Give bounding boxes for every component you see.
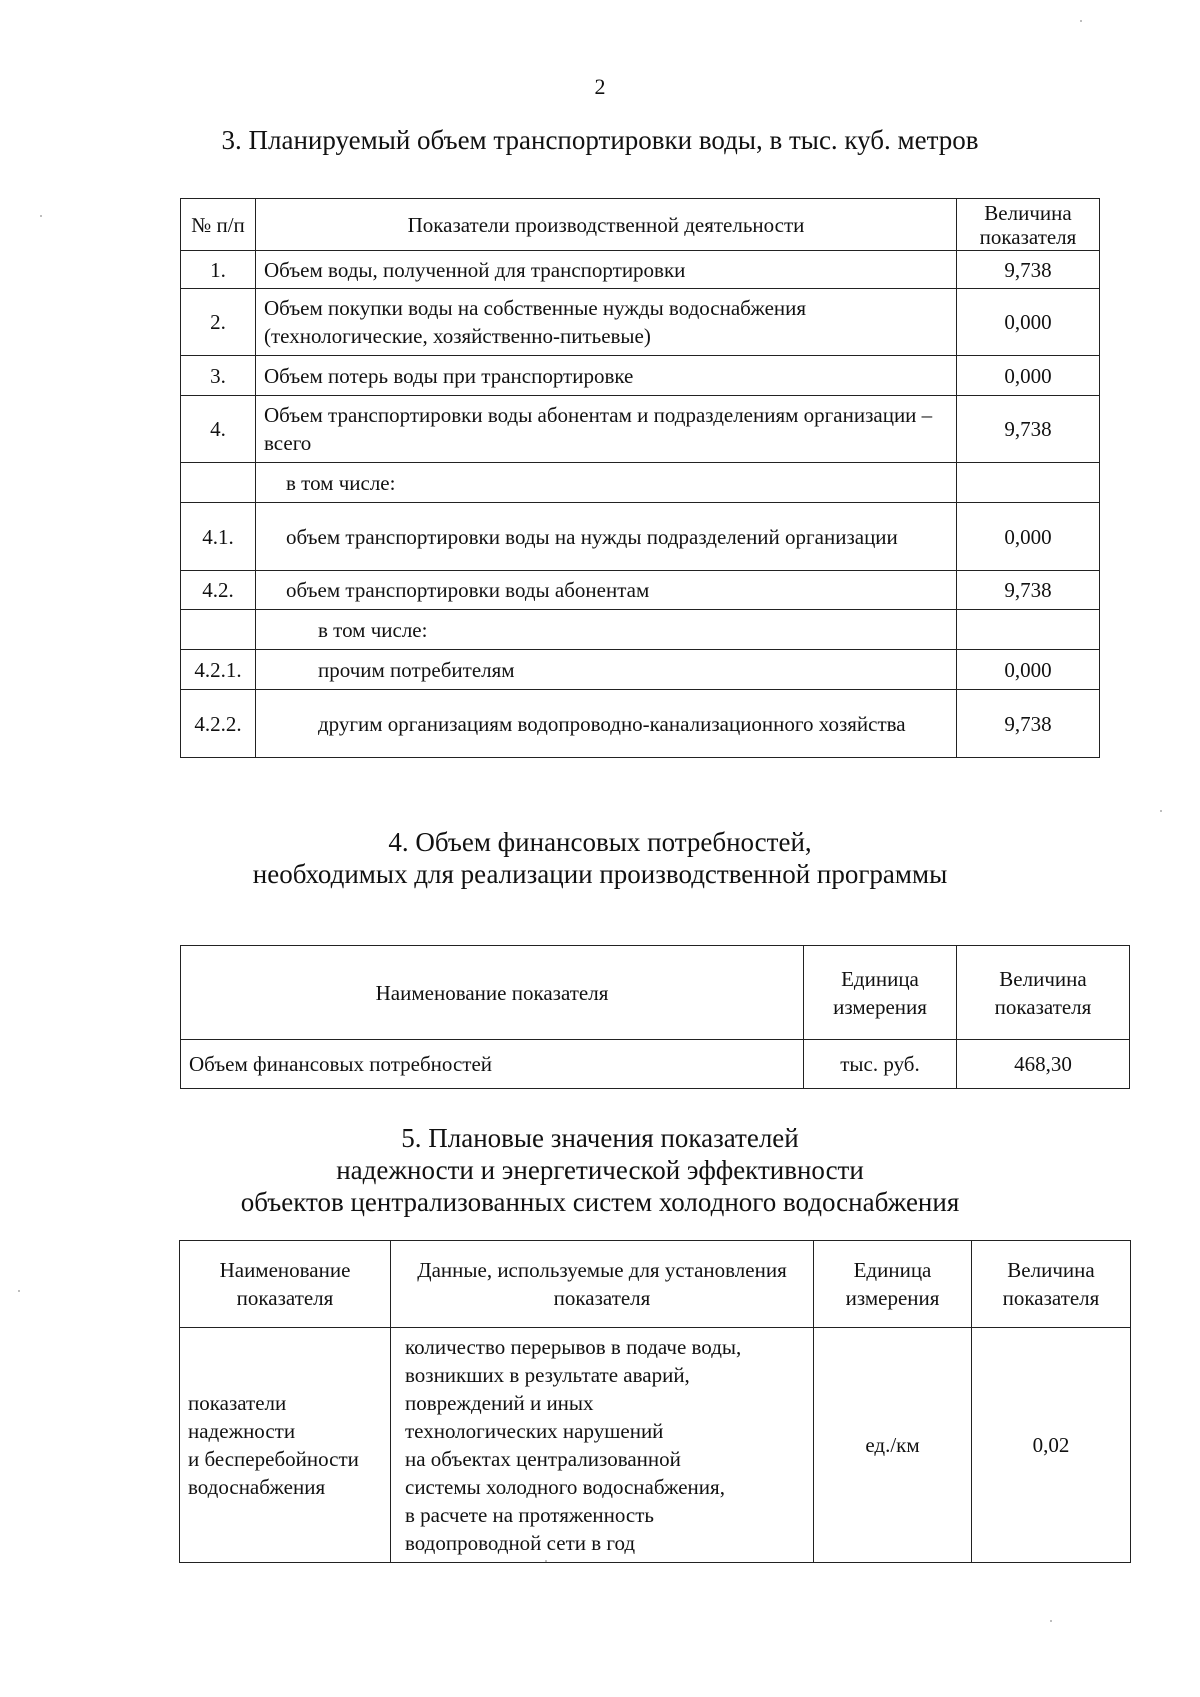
table-row xyxy=(181,503,1100,571)
table-header-row xyxy=(181,199,1100,251)
row-num: 2. xyxy=(181,289,256,356)
row-value: 9,738 xyxy=(957,571,1100,610)
row-unit: тыс. руб. xyxy=(804,1040,957,1089)
header-unit: Единица измерения xyxy=(804,946,957,1040)
scan-speck xyxy=(545,1560,547,1562)
header-num: № п/п xyxy=(181,199,256,251)
row-num: 4.2. xyxy=(181,571,256,610)
row-value: 9,738 xyxy=(957,396,1100,463)
row-value xyxy=(957,463,1100,503)
scan-speck xyxy=(1080,20,1082,22)
header-data: Данные, используемые для установления показателя xyxy=(391,1241,814,1328)
row-label: Объем покупки воды на собственные нужды водоснабжения (технологические, хозяйственно-питьевые) xyxy=(256,289,957,356)
row-num: 4.2.1. xyxy=(181,650,256,690)
page-number: 2 xyxy=(594,74,606,99)
header-value: Величина показателя xyxy=(957,946,1130,1040)
row-label: объем транспортировки воды на нужды подразделений организации xyxy=(256,503,957,571)
row-num: 4.1. xyxy=(181,503,256,571)
water-transport-table xyxy=(180,198,1100,758)
row-label: в том числе: xyxy=(256,610,957,650)
table-row xyxy=(180,1328,1131,1563)
row-label: объем транспортировки воды абонентам xyxy=(256,571,957,610)
section5-title: 5. Плановые значения показателей надежности и энергетической эффективности объектов централизованных систем холодного водоснабжения xyxy=(240,1123,960,1217)
row-value: 0,000 xyxy=(957,503,1100,571)
row-name: показатели надежности и бесперебойности водоснабжения xyxy=(180,1328,391,1563)
table-row xyxy=(181,463,1100,503)
row-value: 0,000 xyxy=(957,650,1100,690)
header-name: Наименование показателя xyxy=(180,1241,391,1328)
table-row xyxy=(181,690,1100,758)
row-value: 0,000 xyxy=(957,289,1100,356)
section4-title: 4. Объем финансовых потребностей, необходимых для реализации производственной программы xyxy=(252,827,948,889)
table-row xyxy=(181,396,1100,463)
row-value: 0,02 xyxy=(972,1328,1131,1563)
row-num: 1. xyxy=(181,251,256,289)
header-unit: Единица измерения xyxy=(814,1241,972,1328)
reliability-table xyxy=(179,1240,1131,1563)
row-label: прочим потребителям xyxy=(256,650,957,690)
row-num: 4. xyxy=(181,396,256,463)
row-label: Объем потерь воды при транспортировке xyxy=(256,356,957,396)
table-row xyxy=(181,650,1100,690)
row-label: в том числе: xyxy=(256,463,957,503)
header-value: Величина показателя xyxy=(972,1241,1131,1328)
row-num xyxy=(181,610,256,650)
row-value: 0,000 xyxy=(957,356,1100,396)
financial-needs-table xyxy=(180,945,1130,1089)
scan-speck xyxy=(18,1290,20,1292)
row-data: количество перерывов в подаче воды, возникших в результате аварий, повреждений и иных технологических нарушений на объектах централизованной системы холодного водоснабжения, в расчете на протяженность водопроводной сети в год xyxy=(391,1328,814,1563)
table-header-row xyxy=(181,946,1130,1040)
table-row xyxy=(181,1040,1130,1089)
scan-speck xyxy=(1050,1620,1052,1622)
header-indicator: Показатели производственной деятельности xyxy=(256,199,957,251)
header-name: Наименование показателя xyxy=(181,946,804,1040)
table-row xyxy=(181,356,1100,396)
row-unit: ед./км xyxy=(814,1328,972,1563)
row-label: Объем воды, полученной для транспортировки xyxy=(256,251,957,289)
row-num: 3. xyxy=(181,356,256,396)
table-row xyxy=(181,610,1100,650)
table-row xyxy=(181,289,1100,356)
table-header-row xyxy=(180,1241,1131,1328)
header-value: Величина показателя xyxy=(957,199,1100,251)
section3-title: 3. Планируемый объем транспортировки воды, в тыс. куб. метров xyxy=(221,125,979,155)
scan-speck xyxy=(1160,810,1162,812)
row-num: 4.2.2. xyxy=(181,690,256,758)
scan-speck xyxy=(40,215,42,217)
table-row xyxy=(181,251,1100,289)
row-value: 9,738 xyxy=(957,251,1100,289)
table-row xyxy=(181,571,1100,610)
row-name: Объем финансовых потребностей xyxy=(181,1040,804,1089)
row-label: Объем транспортировки воды абонентам и подразделениям организации – всего xyxy=(256,396,957,463)
row-label: другим организациям водопроводно-канализационного хозяйства xyxy=(256,690,957,758)
row-value: 9,738 xyxy=(957,690,1100,758)
row-value: 468,30 xyxy=(957,1040,1130,1089)
row-value xyxy=(957,610,1100,650)
row-num xyxy=(181,463,256,503)
